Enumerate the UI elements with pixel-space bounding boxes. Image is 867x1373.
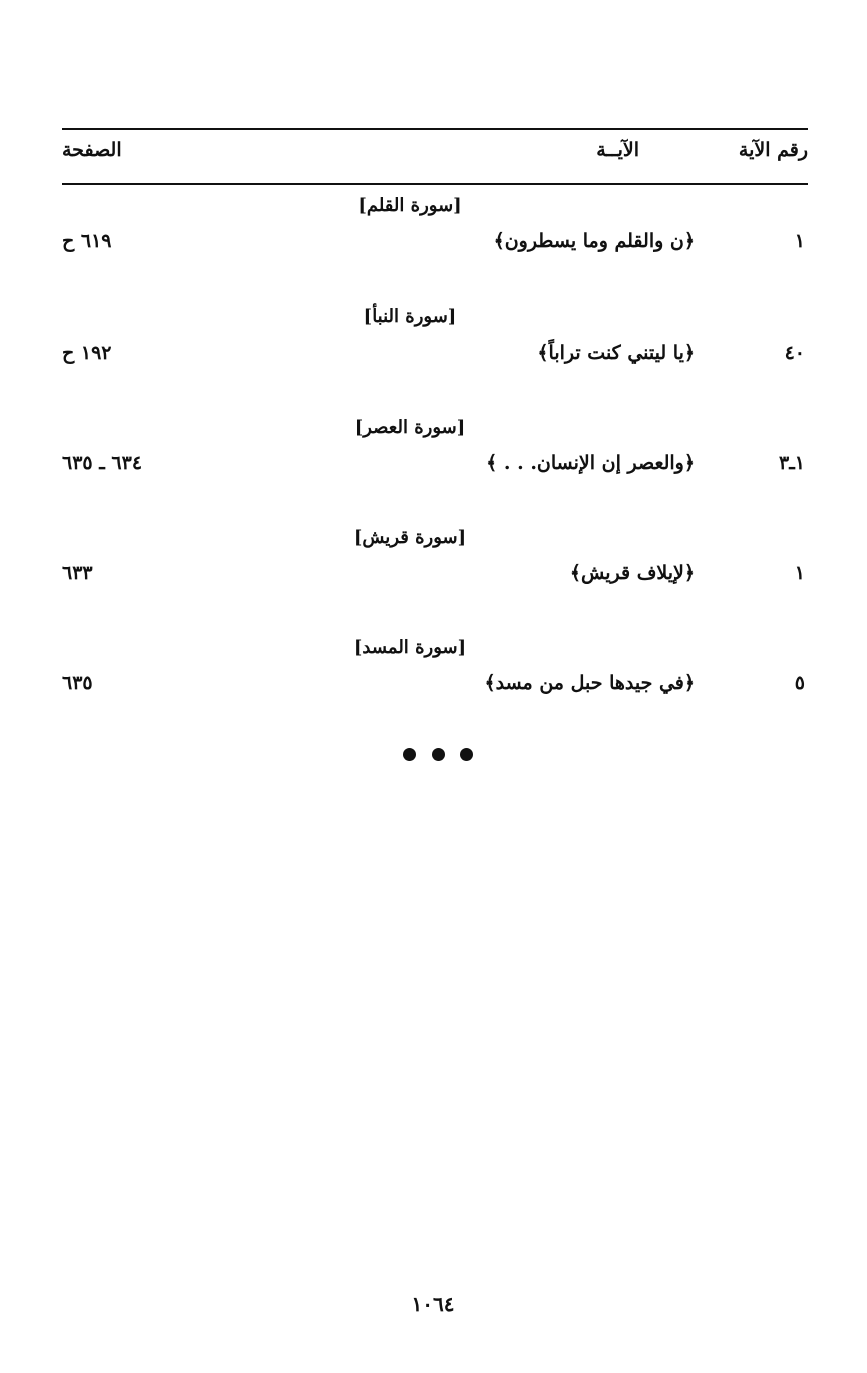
page-number: ١٠٦٤ [411,1292,455,1316]
header-page: الصفحة [62,139,122,161]
verse-text: ﴿في جيدها حبل من مسد﴾ [484,672,695,694]
ornament-dot [403,748,416,761]
page-reference: ٦٣٤ ـ ٦٣٥ [62,452,143,474]
verse-text: ﴿والعصر إن الإنسان. . . ﴾ [486,452,695,474]
verse-number: ١ـ٣ [778,452,805,474]
verse-number: ٤٠ [784,342,805,364]
ornament-dot [432,748,445,761]
header-verse: الآيــة [596,139,639,161]
header-verse-number: رقم الآية [738,139,808,161]
surah-title: [سورة النبأ] [363,306,457,327]
page-reference: ٦١٩ ح [62,230,112,252]
surah-title: [سورة المسد] [353,637,467,658]
end-ornament [403,748,473,761]
verse-text: ﴿ن والقلم وما يسطرون﴾ [493,230,695,252]
verse-number: ١ [794,230,805,252]
surah-title: [سورة القلم] [358,195,462,216]
page-reference: ٦٣٥ [62,672,93,694]
verse-number: ٥ [794,672,805,694]
page-reference: ٦٣٣ [62,562,93,584]
surah-title: [سورة قريش] [353,527,467,548]
header-rule [62,183,808,185]
surah-title: [سورة العصر] [354,417,466,438]
verse-number: ١ [794,562,805,584]
page-reference: ١٩٢ ح [62,342,112,364]
verse-text: ﴿يا ليتني كنت تراباً﴾ [537,342,695,364]
top-rule [62,128,808,130]
verse-text: ﴿لإيلاف قريش﴾ [569,562,695,584]
ornament-dot [460,748,473,761]
